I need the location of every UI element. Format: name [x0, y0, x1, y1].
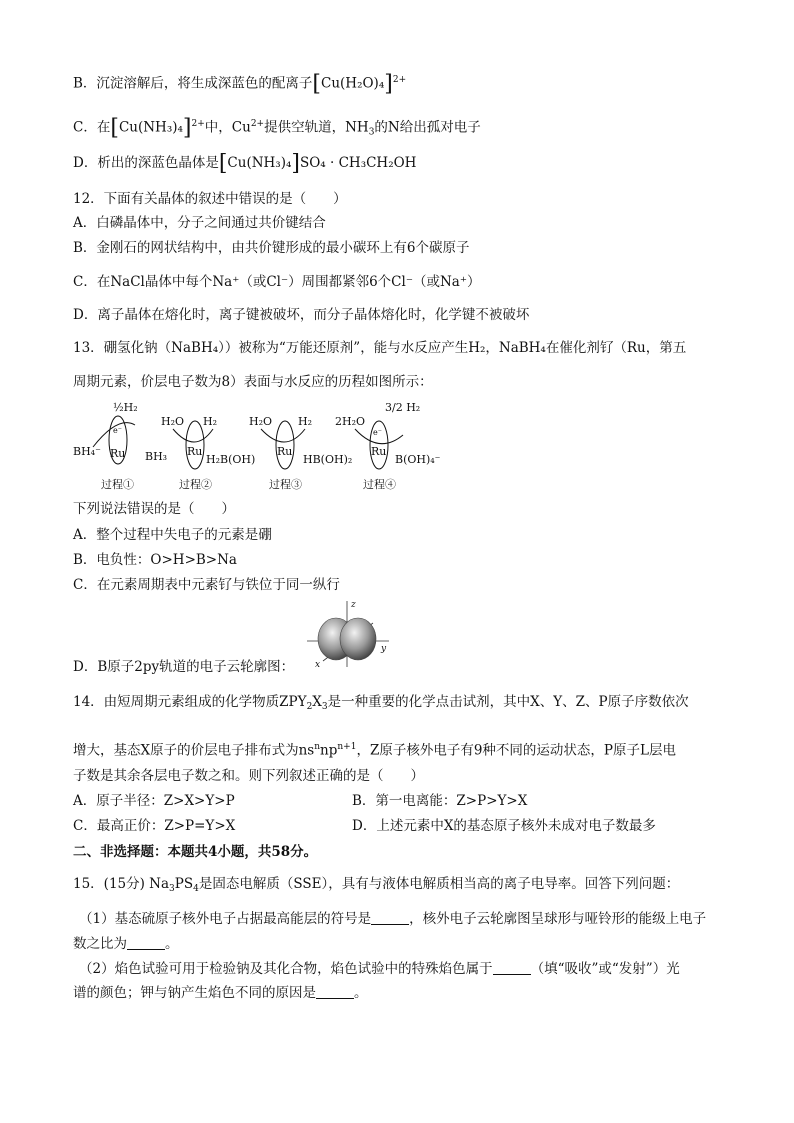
answer-blank-1[interactable]: [371, 910, 409, 925]
q12-stem: 12．下面有关晶体的叙述中错误的是（ ）: [73, 191, 347, 207]
section-heading: 二、非选择题：本题共4小题，共58分。: [73, 844, 318, 860]
scheme-e-1: e⁻: [113, 426, 122, 435]
answer-blank-3[interactable]: [493, 960, 531, 975]
q12-option-b: B．金刚石的网状结构中，由共价键形成的最小碳环上有6个碳原子: [73, 240, 470, 256]
q12-option-d: D．离子晶体在熔化时，离子键被破坏，而分子晶体熔化时，化学键不被破坏: [73, 307, 530, 323]
q12-option-c: C．在NaCl晶体中每个Na⁺（或Cl⁻）周围都紧邻6个Cl⁻（或Na⁺）: [73, 274, 481, 290]
q14-option-a: A．原子半径：Z>X>Y>P: [73, 793, 235, 809]
q14-stem-line2: 增大，基态X原子的价层电子排布式为$ns^nnp^{n+1}$，Z原子核外电子有9种不同的运动状态，P原子L层电: [73, 742, 676, 759]
formula-cu-h2o: Cu(H₂O)₄: [321, 75, 385, 92]
scheme-s3-right: HB(OH)₂: [303, 453, 353, 466]
arrow-3: [261, 429, 305, 442]
scheme-s2-in: H₂O: [161, 415, 185, 428]
q15-part1-line2: 数之比为 。: [73, 936, 179, 952]
q13-option-b: B．电负性：O>H>B>Na: [73, 552, 237, 568]
q15-stem: 15．(15分) $Na_3PS_4$是固态电解质（SSE），具有与液体电解质相当高的离子电导率。回答下列问题：: [73, 876, 680, 894]
scheme-s4-in: 2H₂O: [335, 415, 366, 428]
answer-blank-2[interactable]: [127, 935, 165, 950]
q11-option-b: B．沉淀溶解后，将生成深蓝色的配离子$[Cu(H_2O)_4]^{2+}$: [73, 71, 407, 97]
scheme-label-3: 过程③: [269, 478, 302, 491]
q13-option-c: C．在元素周期表中元素钌与铁位于同一纵行: [73, 577, 340, 593]
q14-stem-line1: 14．由短周期元素组成的化学物质$ZPY_2X_3$是一种重要的化学点击试剂，其中X、Y、Z、P原子序数依次: [73, 694, 689, 712]
reaction-scheme-diagram: [73, 395, 443, 495]
q14-option-b: B．第一电离能：Z>P>Y>X: [352, 793, 528, 809]
q13-option-a: A．整个过程中失电子的元素是硼: [73, 527, 272, 543]
answer-blank-4[interactable]: [316, 984, 354, 999]
scheme-s3-in: H₂O: [249, 415, 273, 428]
scheme-s4-top: 3/2 H₂: [385, 401, 421, 414]
scheme-s2-right: H₂B(OH): [206, 453, 256, 466]
scheme-s1-top: ½H₂: [113, 401, 138, 414]
q13-stem-line1: 13．硼氢化钠（NaBH₄））被称为“万能还原剂”，能与水反应产生H₂，NaBH₄在催化剂钌（Ru，第五: [73, 340, 687, 356]
scheme-s1-right: BH₃: [145, 450, 168, 463]
q13-stem-line2: 周期元素，价层电子数为8）表面与水反应的历程如图所示：: [73, 374, 433, 390]
q13-option-d: D．B原子2py轨道的电子云轮廓图：: [73, 659, 295, 675]
q15-part2-line1: （2）焰色试验可用于检验钠及其化合物，焰色试验中的特殊焰色属于 （填“吸收”或“发射”）光: [79, 961, 680, 977]
q12-option-a: A．白磷晶体中，分子之间通过共价键结合: [73, 215, 326, 231]
q11-option-c: C．在$[Cu(NH_3)_4]^{2+}$中，$Cu^{2+}$提供空轨道，$NH_3$的N给出孤对电子: [73, 115, 481, 141]
q14-option-c: C．最高正价：Z>P=Y>X: [73, 818, 236, 834]
orbital-lobe-right: [340, 618, 376, 660]
scheme-s4-right: B(OH)₄⁻: [395, 453, 441, 466]
axis-label-z: z: [351, 600, 356, 610]
scheme-s1-left: BH₄⁻: [73, 445, 101, 458]
scheme-ru-4: Ru: [371, 445, 387, 458]
q15-part2-line2: 谱的颜色；钾与钠产生焰色不同的原因是 。: [73, 985, 368, 1001]
q13-sub-stem: 下列说法错误的是（ ）: [73, 501, 235, 517]
axis-label-x: x: [315, 660, 321, 669]
p-orbital-image: [303, 597, 391, 669]
scheme-label-1: 过程①: [101, 478, 134, 491]
scheme-label-4: 过程④: [363, 478, 396, 491]
q15-part1-line1: （1）基态硫原子核外电子占据最高能层的符号是 ，核外电子云轮廓图呈球形与哑铃形的能级上电子: [79, 911, 707, 927]
q14-option-d: D．上述元素中X的基态原子核外未成对电子数最多: [352, 818, 656, 834]
axis-label-y: y: [381, 644, 387, 654]
arrow-2: [173, 429, 213, 442]
q11-option-d: D．析出的深蓝色晶体是[Cu(NH₃)₄]SO₄ · CH₃CH₂OH: [73, 151, 417, 176]
scheme-s3-out: H₂: [298, 415, 313, 428]
scheme-ru-3: Ru: [277, 445, 293, 458]
scheme-ru-2: Ru: [187, 445, 203, 458]
scheme-label-2: 过程②: [179, 478, 212, 491]
q14-stem-line3: 子数是其余各层电子数之和。则下列叙述正确的是（ ）: [73, 768, 424, 784]
scheme-s2-out: H₂: [203, 415, 218, 428]
scheme-ru-1: Ru: [110, 447, 126, 460]
scheme-e-4: e⁻: [373, 428, 382, 437]
